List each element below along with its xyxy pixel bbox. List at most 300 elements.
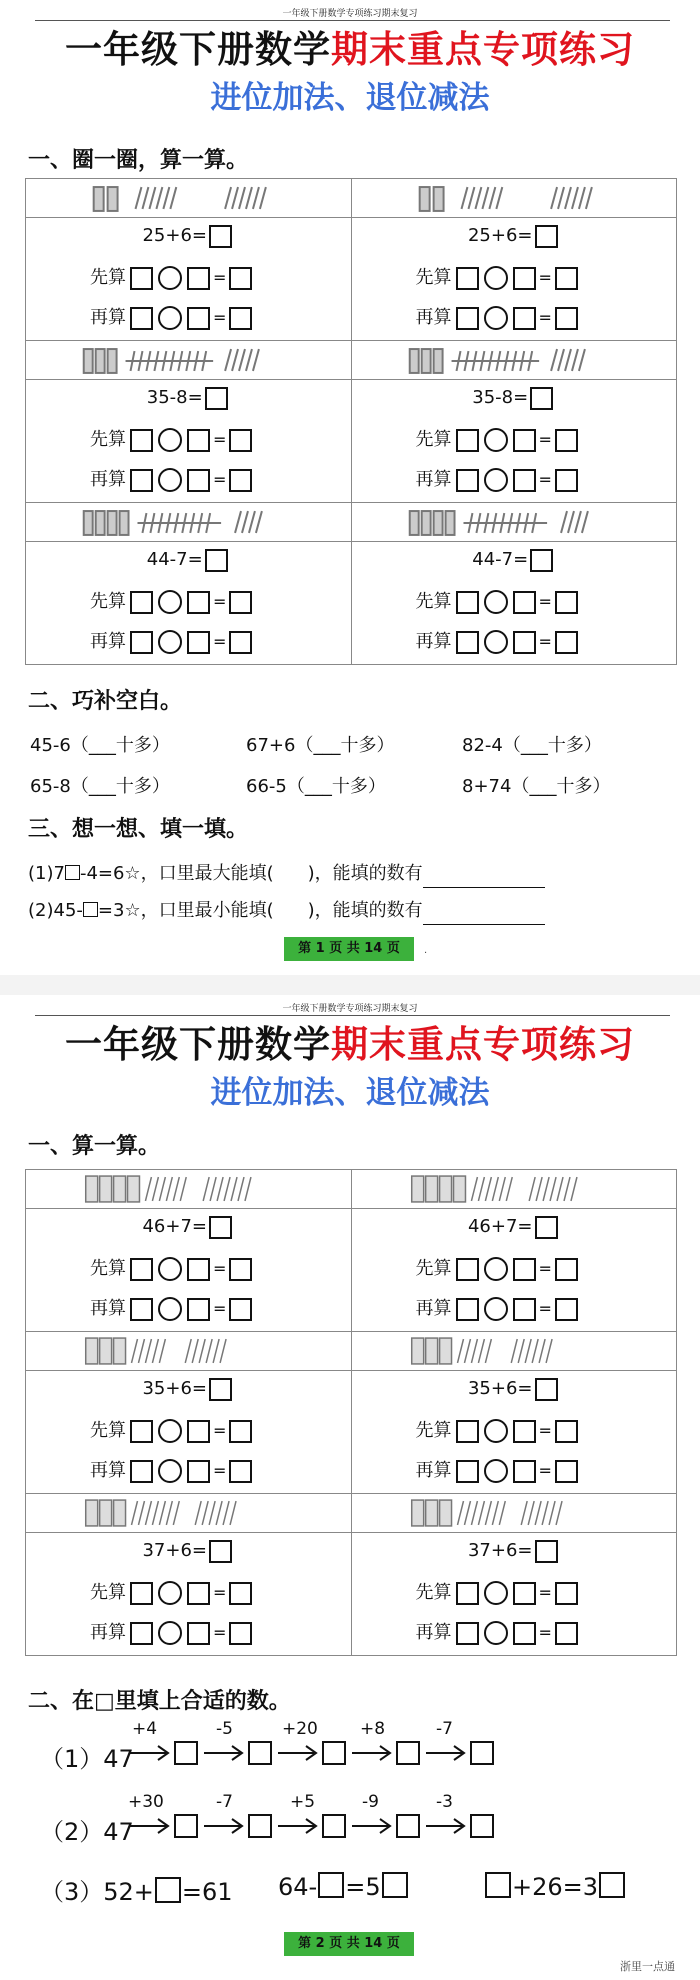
equation — [26, 1374, 351, 1404]
answer-box[interactable] — [513, 469, 536, 492]
answer-box[interactable] — [456, 429, 479, 452]
equation-text: 64- — [278, 1873, 318, 1901]
answer-box[interactable] — [130, 591, 153, 614]
operator-circle[interactable] — [484, 590, 508, 614]
page-gap — [0, 975, 700, 995]
arrow-operation: -7 — [436, 1719, 453, 1739]
exercise-grid — [25, 1169, 677, 1656]
equals-sign: = — [538, 632, 552, 651]
answer-box[interactable] — [209, 225, 232, 248]
answer-line[interactable] — [423, 869, 545, 888]
equals-sign: = — [538, 1461, 552, 1480]
equation-text: 37+6= — [142, 1540, 208, 1561]
answer-box[interactable] — [513, 1460, 536, 1483]
equation-text: +26=3 — [512, 1873, 599, 1901]
answer-box[interactable] — [555, 1460, 578, 1483]
answer-box[interactable] — [322, 1741, 346, 1765]
equation — [352, 1374, 677, 1404]
sticks-picture — [351, 179, 677, 218]
answer-box[interactable] — [322, 1814, 346, 1838]
answer-box[interactable] — [456, 631, 479, 654]
equation-text: 35-8= — [472, 387, 529, 408]
answer-box[interactable] — [174, 1814, 198, 1838]
first-label: 先算 — [90, 1420, 126, 1441]
answer-box[interactable] — [535, 1540, 558, 1563]
equals-sign: = — [213, 1623, 227, 1642]
then-step-row — [416, 303, 677, 333]
answer-box[interactable] — [187, 1420, 210, 1443]
equals-sign: = — [213, 268, 227, 287]
operator-circle[interactable] — [158, 1257, 182, 1281]
first-step-row — [90, 1254, 351, 1284]
first-step-row — [90, 263, 351, 293]
header-divider — [35, 1015, 670, 1016]
arrow-operation: -3 — [436, 1792, 453, 1812]
operator-circle[interactable] — [484, 266, 508, 290]
answer-box[interactable] — [555, 1298, 578, 1321]
first-label: 先算 — [90, 267, 126, 288]
answer-box[interactable] — [155, 1877, 181, 1903]
operator-circle[interactable] — [484, 630, 508, 654]
answer-box[interactable] — [130, 1582, 153, 1605]
answer-box[interactable] — [513, 1582, 536, 1605]
equals-sign: = — [538, 1421, 552, 1440]
equals-sign: = — [213, 1421, 227, 1440]
equation-text: 44-7= — [146, 549, 203, 570]
equation — [352, 221, 677, 251]
answer-box[interactable] — [470, 1741, 494, 1765]
page-number-badge: 第 2 页 共 14 页 — [284, 1932, 414, 1956]
answer-box[interactable] — [513, 1622, 536, 1645]
equals-sign: = — [538, 268, 552, 287]
answer-box[interactable] — [456, 1460, 479, 1483]
answer-box[interactable] — [187, 1582, 210, 1605]
calc-cell — [351, 542, 677, 665]
equals-sign: = — [213, 1583, 227, 1602]
answer-box[interactable] — [187, 591, 210, 614]
answer-box[interactable] — [513, 1298, 536, 1321]
arrow-operation: +4 — [132, 1719, 158, 1739]
operator-circle[interactable] — [158, 1459, 182, 1483]
calc-cell — [351, 218, 677, 341]
section-2-title: 二、巧补空白。 — [28, 689, 183, 714]
sticks-picture — [26, 1494, 352, 1533]
operator-circle[interactable] — [158, 1419, 182, 1443]
answer-box[interactable] — [130, 1258, 153, 1281]
answer-box[interactable] — [229, 307, 252, 330]
answer-box[interactable] — [396, 1814, 420, 1838]
then-step-row — [416, 465, 677, 495]
first-label: 先算 — [90, 1258, 126, 1279]
equals-sign: = — [213, 430, 227, 449]
operator-circle[interactable] — [484, 306, 508, 330]
then-label: 再算 — [90, 307, 126, 328]
first-label: 先算 — [415, 267, 452, 288]
operator-circle[interactable] — [158, 266, 182, 290]
fill-item[interactable]: 66-5（___十多） — [246, 776, 386, 797]
q1-text-a: (1)7 — [28, 863, 65, 884]
operator-circle[interactable] — [158, 306, 182, 330]
equals-sign: = — [538, 1299, 552, 1318]
answer-box[interactable] — [513, 1258, 536, 1281]
fill-item[interactable]: 65-8（___十多） — [30, 776, 170, 797]
first-step-row — [416, 425, 677, 455]
answer-box[interactable] — [382, 1872, 408, 1898]
operator-circle[interactable] — [158, 1581, 182, 1605]
answer-box[interactable] — [205, 387, 228, 410]
arrow-icon — [424, 1816, 468, 1836]
calc-cell — [26, 1371, 352, 1494]
operator-circle[interactable] — [158, 428, 182, 452]
equation — [352, 1212, 677, 1242]
answer-box[interactable] — [130, 1420, 153, 1443]
arrow-icon — [276, 1816, 320, 1836]
answer-box[interactable] — [456, 1298, 479, 1321]
answer-box[interactable] — [229, 1622, 252, 1645]
answer-box[interactable] — [513, 631, 536, 654]
answer-box[interactable] — [456, 469, 479, 492]
equation-text: =61 — [181, 1878, 233, 1906]
digit-box[interactable] — [65, 865, 80, 880]
equation — [26, 1212, 351, 1242]
q2-text-b: =3☆，口里最小能填( — [97, 900, 274, 921]
equation-text: 44-7= — [472, 549, 529, 570]
operator-circle[interactable] — [158, 1297, 182, 1321]
then-label: 再算 — [90, 631, 126, 652]
operator-circle[interactable] — [158, 1621, 182, 1645]
first-label: 先算 — [90, 1582, 126, 1603]
first-step-row — [416, 1416, 677, 1446]
page-subtitle: 进位加法、退位减法 — [210, 1075, 490, 1111]
equation-text: 35+6= — [142, 1378, 208, 1399]
answer-box[interactable] — [187, 1460, 210, 1483]
answer-box[interactable] — [555, 1420, 578, 1443]
answer-box[interactable] — [130, 1460, 153, 1483]
answer-box[interactable] — [130, 429, 153, 452]
answer-box[interactable] — [485, 1872, 511, 1898]
first-label: 先算 — [415, 429, 452, 450]
title-black-part: 一年级下册数学 — [65, 28, 331, 71]
answer-box[interactable] — [187, 429, 210, 452]
chain-start: （1）47 — [40, 1745, 134, 1773]
answer-box[interactable] — [318, 1872, 344, 1898]
answer-box[interactable] — [187, 1622, 210, 1645]
calc-cell — [26, 218, 352, 341]
calc-cell — [26, 542, 352, 665]
equation-item — [278, 1872, 409, 1901]
answer-box[interactable] — [513, 267, 536, 290]
first-step-row — [90, 1578, 351, 1608]
calc-cell — [351, 1371, 677, 1494]
equation-text: 25+6= — [467, 225, 533, 246]
answer-box[interactable] — [535, 1378, 558, 1401]
operator-circle[interactable] — [484, 1297, 508, 1321]
equation-item — [484, 1872, 626, 1901]
section-3-title: 三、想一想、填一填。 — [28, 817, 249, 842]
arrow-chain-2 — [40, 1792, 540, 1846]
arrow-operation: -7 — [216, 1792, 233, 1812]
equation-text: 46+7= — [142, 1216, 208, 1237]
answer-box[interactable] — [535, 1216, 558, 1239]
question-1 — [28, 860, 545, 888]
sticks-picture — [351, 1170, 677, 1209]
q1-text-c: )，能填的数有 — [307, 863, 423, 884]
then-label: 再算 — [90, 1622, 126, 1643]
answer-box[interactable] — [530, 549, 553, 572]
operator-circle[interactable] — [158, 590, 182, 614]
answer-box[interactable] — [456, 1258, 479, 1281]
question-2 — [28, 897, 545, 925]
equals-sign: = — [538, 470, 552, 489]
answer-box[interactable] — [209, 1378, 232, 1401]
operator-circle[interactable] — [484, 1459, 508, 1483]
equation — [26, 1536, 351, 1566]
equals-sign: = — [213, 632, 227, 651]
then-step-row — [90, 1294, 351, 1324]
answer-box[interactable] — [229, 1420, 252, 1443]
equals-sign: = — [538, 430, 552, 449]
answer-box[interactable] — [130, 307, 153, 330]
answer-box[interactable] — [229, 1258, 252, 1281]
first-step-row — [90, 587, 351, 617]
answer-box[interactable] — [555, 591, 578, 614]
answer-box[interactable] — [555, 267, 578, 290]
title-red-part: 期末重点专项练习 — [331, 1023, 635, 1066]
answer-box[interactable] — [470, 1814, 494, 1838]
equals-sign: = — [538, 1623, 552, 1642]
q2-text-c: )，能填的数有 — [307, 900, 423, 921]
first-label: 先算 — [415, 1420, 452, 1441]
answer-box[interactable] — [130, 1298, 153, 1321]
answer-box[interactable] — [130, 469, 153, 492]
running-header: 一年级下册数学专项练习期末复习 — [282, 1004, 418, 1014]
answer-box[interactable] — [555, 429, 578, 452]
equation-text: 35-8= — [146, 387, 203, 408]
answer-box[interactable] — [187, 469, 210, 492]
digit-box[interactable] — [83, 902, 98, 917]
answer-box[interactable] — [456, 1420, 479, 1443]
then-label: 再算 — [415, 307, 452, 328]
answer-box[interactable] — [248, 1814, 272, 1838]
worksheet-page-2 — [0, 995, 700, 1970]
equation-text: （3）52+ — [40, 1878, 154, 1906]
equation-text: 46+7= — [467, 1216, 533, 1237]
answer-box[interactable] — [513, 307, 536, 330]
q1-text-b: -4=6☆，口里最大能填( — [79, 863, 274, 884]
answer-box[interactable] — [209, 1216, 232, 1239]
answer-box[interactable] — [205, 549, 228, 572]
then-label: 再算 — [415, 469, 452, 490]
then-label: 再算 — [415, 1622, 452, 1643]
answer-box[interactable] — [555, 1582, 578, 1605]
answer-box[interactable] — [530, 387, 553, 410]
sticks-picture — [26, 179, 352, 218]
then-step-row — [90, 303, 351, 333]
equation-text: 35+6= — [467, 1378, 533, 1399]
operator-circle[interactable] — [484, 468, 508, 492]
answer-box[interactable] — [229, 1298, 252, 1321]
first-label: 先算 — [90, 591, 126, 612]
answer-box[interactable] — [229, 1582, 252, 1605]
first-label: 先算 — [415, 1582, 452, 1603]
sticks-picture — [26, 341, 352, 380]
arrow-chain-1 — [40, 1719, 540, 1773]
answer-box[interactable] — [555, 631, 578, 654]
first-label: 先算 — [415, 1258, 452, 1279]
equation-text: 37+6= — [467, 1540, 533, 1561]
then-step-row — [416, 1456, 677, 1486]
stray-dot: . — [424, 945, 428, 956]
calc-cell — [351, 1533, 677, 1656]
equation-item — [40, 1872, 233, 1907]
first-step-row — [416, 587, 677, 617]
arrow-operation: +5 — [290, 1792, 316, 1812]
answer-box[interactable] — [229, 267, 252, 290]
answer-box[interactable] — [555, 1258, 578, 1281]
arrow-operation: +20 — [282, 1719, 318, 1739]
answer-box[interactable] — [456, 591, 479, 614]
answer-box[interactable] — [187, 267, 210, 290]
answer-box[interactable] — [456, 1622, 479, 1645]
then-step-row — [416, 1618, 677, 1648]
sticks-picture — [26, 1170, 352, 1209]
answer-box[interactable] — [174, 1741, 198, 1765]
watermark-text: 浙里一点通 — [620, 1960, 675, 1973]
answer-box[interactable] — [187, 1298, 210, 1321]
sticks-picture — [351, 1494, 677, 1533]
answer-box[interactable] — [229, 429, 252, 452]
arrow-icon — [350, 1816, 394, 1836]
answer-box[interactable] — [130, 267, 153, 290]
sticks-picture — [351, 341, 677, 380]
answer-line[interactable] — [423, 906, 545, 925]
operator-circle[interactable] — [158, 630, 182, 654]
answer-box[interactable] — [456, 1582, 479, 1605]
equation — [352, 1536, 677, 1566]
answer-box[interactable] — [599, 1872, 625, 1898]
equals-sign: = — [213, 1299, 227, 1318]
calc-cell — [351, 380, 677, 503]
first-step-row — [90, 1416, 351, 1446]
equation — [26, 221, 351, 251]
title-red-part: 期末重点专项练习 — [331, 28, 635, 71]
then-label: 再算 — [90, 469, 126, 490]
answer-box[interactable] — [187, 1258, 210, 1281]
calc-cell — [26, 380, 352, 503]
equals-sign: = — [538, 592, 552, 611]
section-1-title: 一、圈一圈，算一算。 — [28, 148, 249, 173]
equation — [352, 545, 677, 575]
answer-box[interactable] — [130, 1622, 153, 1645]
equals-sign: = — [538, 1259, 552, 1278]
arrow-icon — [350, 1743, 394, 1763]
fill-item[interactable]: 67+6（___十多） — [246, 735, 395, 756]
then-label: 再算 — [415, 1298, 452, 1319]
arrow-operation: +8 — [360, 1719, 386, 1739]
then-step-row — [90, 1618, 351, 1648]
operator-circle[interactable] — [484, 428, 508, 452]
first-step-row — [416, 1254, 677, 1284]
equation-text: 25+6= — [142, 225, 208, 246]
first-step-row — [416, 1578, 677, 1608]
equals-sign: = — [213, 470, 227, 489]
answer-box[interactable] — [229, 469, 252, 492]
arrow-operation: -9 — [362, 1792, 379, 1812]
answer-box[interactable] — [248, 1741, 272, 1765]
answer-box[interactable] — [513, 429, 536, 452]
fill-item[interactable]: 45-6（___十多） — [30, 735, 170, 756]
answer-box[interactable] — [456, 307, 479, 330]
arrow-operation: +30 — [128, 1792, 164, 1812]
answer-box[interactable] — [187, 631, 210, 654]
equation — [352, 383, 677, 413]
answer-box[interactable] — [209, 1540, 232, 1563]
first-step-row — [90, 425, 351, 455]
answer-box[interactable] — [229, 591, 252, 614]
arrow-icon — [128, 1743, 172, 1763]
then-step-row — [90, 1456, 351, 1486]
page-title — [0, 1021, 700, 1069]
equation — [26, 545, 351, 575]
answer-box[interactable] — [130, 631, 153, 654]
missing-number-row — [40, 1872, 640, 1906]
operator-circle[interactable] — [484, 1581, 508, 1605]
answer-box[interactable] — [229, 1460, 252, 1483]
answer-box[interactable] — [555, 307, 578, 330]
answer-box[interactable] — [396, 1741, 420, 1765]
operator-circle[interactable] — [158, 468, 182, 492]
answer-box[interactable] — [187, 307, 210, 330]
answer-box[interactable] — [555, 1622, 578, 1645]
answer-box[interactable] — [513, 591, 536, 614]
arrow-icon — [202, 1816, 246, 1836]
operator-circle[interactable] — [484, 1257, 508, 1281]
section-2-title: 二、在□里填上合适的数。 — [28, 1689, 291, 1714]
worksheet-page-1 — [0, 0, 700, 975]
equals-sign: = — [538, 1583, 552, 1602]
chain-start: （2）47 — [40, 1818, 134, 1846]
answer-box[interactable] — [229, 631, 252, 654]
arrow-operation: -5 — [216, 1719, 233, 1739]
exercise-grid — [25, 178, 677, 665]
page-title — [0, 26, 700, 74]
then-step-row — [416, 1294, 677, 1324]
answer-box[interactable] — [456, 267, 479, 290]
sticks-picture — [26, 503, 352, 542]
sticks-picture — [26, 1332, 352, 1371]
first-label: 先算 — [90, 429, 126, 450]
operator-circle[interactable] — [484, 1419, 508, 1443]
page-subtitle: 进位加法、退位减法 — [210, 80, 490, 116]
fill-item[interactable]: 8+74（___十多） — [462, 776, 611, 797]
first-step-row — [416, 263, 677, 293]
operator-circle[interactable] — [484, 1621, 508, 1645]
sticks-picture — [351, 1332, 677, 1371]
equals-sign: = — [538, 308, 552, 327]
answer-box[interactable] — [513, 1420, 536, 1443]
answer-box[interactable] — [535, 225, 558, 248]
page-number-badge: 第 1 页 共 14 页 — [284, 937, 414, 961]
fill-item[interactable]: 82-4（___十多） — [462, 735, 602, 756]
running-header: 一年级下册数学专项练习期末复习 — [282, 9, 418, 19]
then-step-row — [90, 627, 351, 657]
arrow-icon — [276, 1743, 320, 1763]
then-label: 再算 — [415, 1460, 452, 1481]
equals-sign: = — [213, 308, 227, 327]
then-step-row — [90, 465, 351, 495]
then-label: 再算 — [415, 631, 452, 652]
answer-box[interactable] — [555, 469, 578, 492]
